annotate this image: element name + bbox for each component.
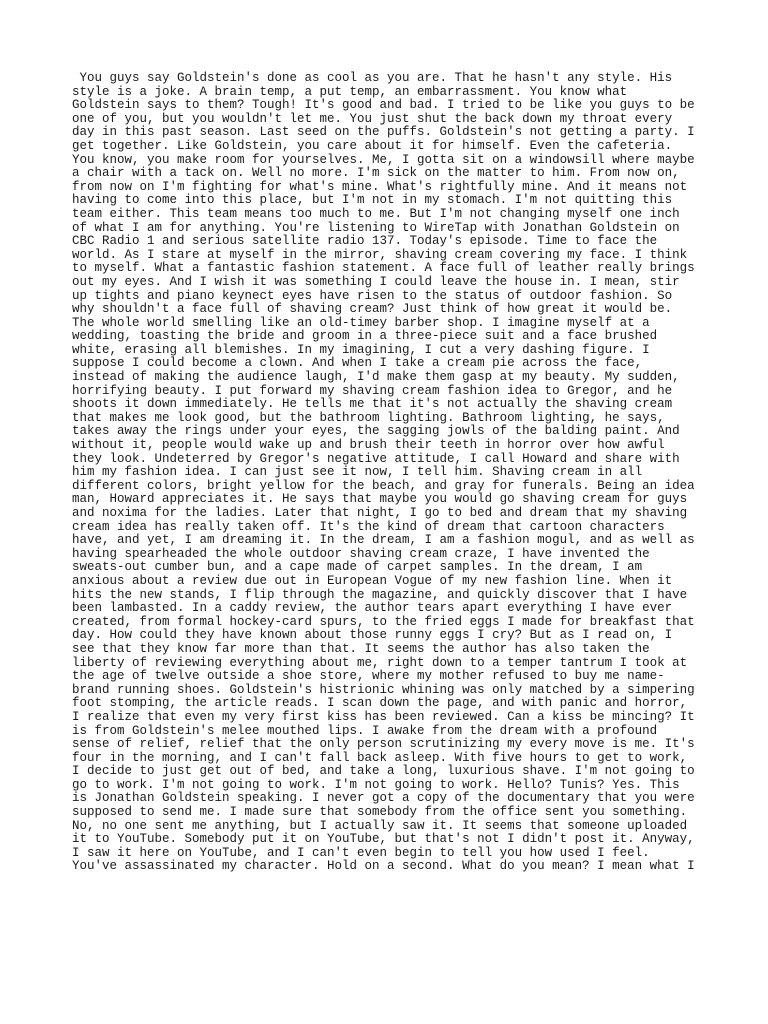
transcript-line: takes away the rings under your eyes, the sagging jowls of the balding paint. And bbox=[72, 424, 680, 439]
transcript-line: team either. This team means too much to me. But I'm not changing myself one inch bbox=[72, 206, 680, 221]
transcript-line: it to YouTube. Somebody put it on YouTube, but that's not I didn't post it. Anyway, bbox=[72, 832, 695, 847]
transcript-line: without it, people would wake up and brush their teeth in horror over how awful bbox=[72, 438, 665, 453]
transcript-line: man, Howard appreciates it. He says that maybe you would go shaving cream for guys bbox=[72, 492, 688, 507]
transcript-line: wedding, toasting the bride and groom in a three-piece suit and a face brushed bbox=[72, 329, 658, 344]
transcript-line: four in the morning, and I can't fall back asleep. With five hours to get to work, bbox=[72, 750, 688, 765]
transcript-line: to myself. What a fantastic fashion statement. A face full of leather really brings bbox=[72, 261, 695, 276]
transcript-line: is from Goldstein's melee mouthed lips. I awake from the dream with a profound bbox=[72, 723, 658, 738]
transcript-line: out my eyes. And I wish it was something I could leave the house in. I mean, stir bbox=[72, 274, 680, 289]
transcript-line: day. How could they have known about those runny eggs I cry? But as I read on, I bbox=[72, 628, 673, 643]
transcript-line: get together. Like Goldstein, you care about it for himself. Even the cafeteria. bbox=[72, 138, 673, 153]
transcript-line: brand running shoes. Goldstein's histrionic whining was only matched by a simpering bbox=[72, 682, 695, 697]
transcript-line: cream idea has really taken off. It's the kind of dream that cartoon characters bbox=[72, 519, 665, 534]
transcript-line: I decide to just get out of bed, and take a long, luxurious shave. I'm not going to bbox=[72, 764, 695, 779]
transcript-line: CBC Radio 1 and serious satellite radio 137. Today's episode. Time to face the bbox=[72, 234, 658, 249]
transcript-line: go to work. I'm not going to work. I'm not going to work. Hello? Tunis? Yes. This bbox=[72, 777, 680, 792]
transcript-line: You know, you make room for yourselves. Me, I gotta sit on a windowsill where maybe bbox=[72, 152, 695, 167]
transcript-line: day in this past season. Last seed on the puffs. Goldstein's not getting a party. I bbox=[72, 125, 695, 140]
transcript-line: I saw it here on YouTube, and I can't even begin to tell you how used I feel. bbox=[72, 845, 650, 860]
transcript-line: hits the new stands, I flip through the magazine, and quickly discover that I have bbox=[72, 587, 688, 602]
transcript-line: You guys say Goldstein's done as cool as you are. That he hasn't any style. His bbox=[72, 71, 673, 85]
transcript-line: him my fashion idea. I can just see it now, I tell him. Shaving cream in all bbox=[72, 465, 643, 480]
transcript-line: sweats-out cumber bun, and a cape made of carpet samples. In the dream, I am bbox=[72, 560, 643, 575]
transcript-line: anxious about a review due out in European Vogue of my new fashion line. When it bbox=[72, 573, 673, 588]
transcript-line: Goldstein says to them? Tough! It's good and bad. I tried to be like you guys to be bbox=[72, 98, 695, 113]
transcript-line: the age of twelve outside a shoe store, where my mother refused to buy me name- bbox=[72, 669, 665, 684]
transcript-line: instead of making the audience laugh, I'd make them gasp at my beauty. My sudden, bbox=[72, 370, 680, 385]
transcript-line: liberty of reviewing everything about me, right down to a temper tantrum I took at bbox=[72, 655, 688, 670]
transcript-line: I realize that even my very first kiss has been reviewed. Can a kiss be mincing? It bbox=[72, 709, 695, 724]
transcript-line: supposed to send me. I made sure that somebody from the office sent you something. bbox=[72, 805, 688, 820]
transcript-line: they look. Undeterred by Gregor's negative attitude, I call Howard and share with bbox=[72, 451, 680, 466]
transcript-line: been lambasted. In a caddy review, the author tears apart everything I have ever bbox=[72, 601, 673, 616]
transcript-body bbox=[72, 72, 702, 874]
transcript-line: suppose I could become a clown. And when I take a cream pie across the face, bbox=[72, 356, 643, 371]
transcript-line: having to come into this place, but I'm not in my stomach. I'm not quitting this bbox=[72, 193, 673, 208]
transcript-line: up tights and piano keynect eyes have risen to the status of outdoor fashion. So bbox=[72, 288, 673, 303]
transcript-line: sense of relief, relief that the only person scrutinizing my every move is me. It's bbox=[72, 737, 695, 752]
transcript-line: You've assassinated my character. Hold on a second. What do you mean? I mean what I bbox=[72, 859, 695, 874]
transcript-line: having spearheaded the whole outdoor shaving cream craze, I have invented the bbox=[72, 546, 650, 561]
transcript-line: different colors, bright yellow for the beach, and gray for funerals. Being an idea bbox=[72, 478, 695, 493]
transcript-line: from now on I'm fighting for what's mine. What's rightfully mine. And it means not bbox=[72, 179, 688, 194]
transcript-line: white, erasing all blemishes. In my imagining, I cut a very dashing figure. I bbox=[72, 342, 650, 357]
transcript-line: have, and yet, I am dreaming it. In the dream, I am a fashion mogul, and as well as bbox=[72, 533, 695, 548]
transcript-line: that makes me look good, but the bathroom lighting. Bathroom lighting, he says, bbox=[72, 410, 665, 425]
transcript-line: style is a joke. A brain temp, a put temp, an embarrassment. You know what bbox=[72, 84, 628, 99]
transcript-line: is Jonathan Goldstein speaking. I never got a copy of the documentary that you were bbox=[72, 791, 695, 806]
transcript-line: shoots it down immediately. He tells me that it's not actually the shaving cream bbox=[72, 397, 673, 412]
transcript-line: a chair with a tack on. Well no more. I'm sick on the matter to him. From now on, bbox=[72, 166, 680, 181]
transcript-line: created, from formal hockey-card spurs, to the fried eggs I made for breakfast that bbox=[72, 614, 695, 629]
transcript-line: The whole world smelling like an old-timey barber shop. I imagine myself at a bbox=[72, 315, 650, 330]
transcript-line: world. As I stare at myself in the mirror, shaving cream covering my face. I think bbox=[72, 247, 688, 262]
transcript-line: foot stomping, the article reads. I scan down the page, and with panic and horror, bbox=[72, 696, 688, 711]
transcript-line: and noxima for the ladies. Later that night, I go to bed and dream that my shaving bbox=[72, 506, 688, 520]
transcript-line: of what I am for anything. You're listening to WireTap with Jonathan Goldstein on bbox=[72, 220, 680, 235]
transcript-line: No, no one sent me anything, but I actually saw it. It seems that someone uploaded bbox=[72, 818, 688, 833]
transcript-line: see that they know far more than that. It seems the author has also taken the bbox=[72, 641, 650, 656]
transcript-line: horrifying beauty. I put forward my shaving cream fashion idea to Gregor, and he bbox=[72, 383, 673, 398]
transcript-line: why shouldn't a face full of shaving cream? Just think of how great it would be. bbox=[72, 302, 673, 317]
transcript-line: one of you, but you wouldn't let me. You just shut the back down my throat every bbox=[72, 111, 673, 126]
